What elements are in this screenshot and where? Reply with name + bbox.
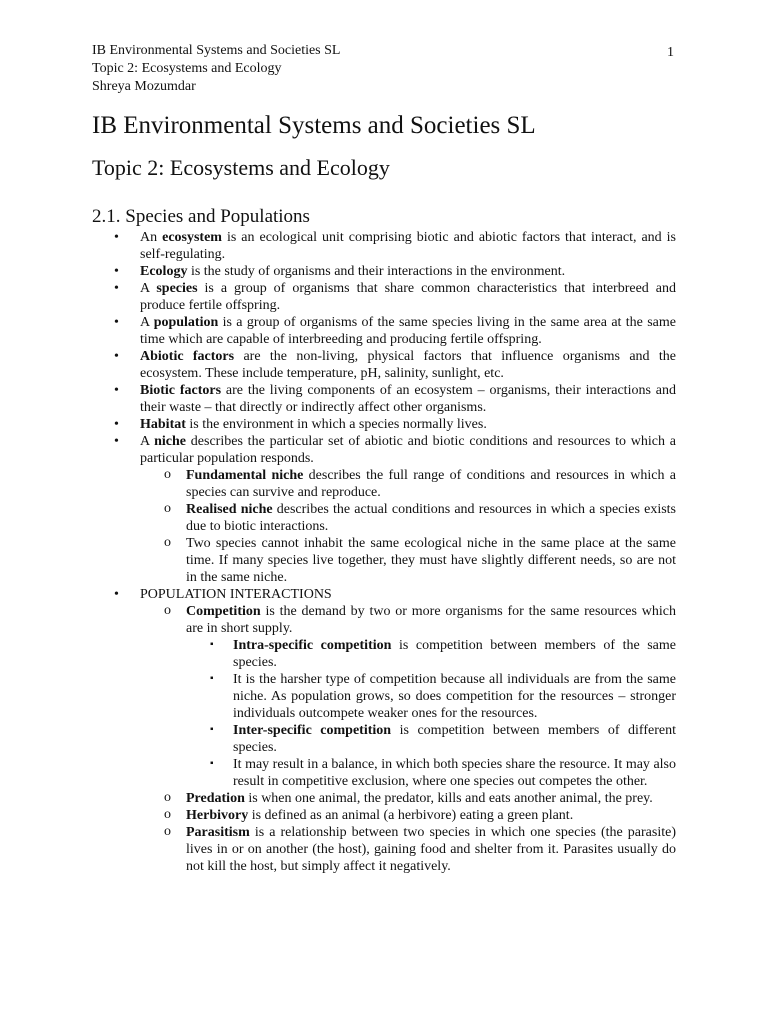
interactions-sublist: [140, 603, 676, 875]
bullet-marker: •: [114, 417, 119, 432]
list-item: • Abiotic factors are the non-living, physical factors that influence organisms and the ecosystem. These include temperature, pH, salinity, sunlight, etc.: [114, 349, 676, 381]
square-marker: ▪: [210, 758, 214, 769]
sublist-item: o Realised niche describes the actual conditions and resources in which a species exists due to biotic interactions.: [164, 501, 676, 534]
bullet-marker: •: [114, 383, 119, 398]
list-item: • A niche describes the particular set of abiotic and biotic conditions and resources to which a particular population responds. o Fundamental niche describes the full range of conditions and resources in which a species can survive and reproduce. o Realised niche describes the actual conditions and resources in which a species exists due to biotic interactions. o Two species cannot inhabit the same ecological niche in the same place at the same time. If many species live together, they must have slightly different needs, so are not in the same niche.: [0, 433, 676, 586]
bullet-marker: •: [114, 587, 119, 602]
bullet-marker: •: [114, 315, 119, 330]
square-marker: ▪: [210, 639, 214, 650]
circle-marker: o: [164, 603, 171, 618]
niche-sublist: [140, 467, 676, 586]
header-course: IB Environmental Systems and Societies SL: [92, 43, 341, 58]
document-title: IB Environmental Systems and Societies SL: [92, 112, 536, 139]
list-item: • Ecology is the study of organisms and their interactions in the environment.: [114, 264, 566, 279]
circle-marker: o: [164, 824, 171, 839]
square-marker: ▪: [210, 724, 214, 735]
section-heading: 2.1. Species and Populations: [92, 206, 310, 227]
square-marker: ▪: [210, 673, 214, 684]
sublist-item: o Competition is the demand by two or more organisms for the same resources which are in short supply. ▪ Intra-specific competition is competition between members of the same species. ▪ It is the harsher type of competition because all individuals are from the same niche. As population grows, so does competition for the resources – stronger individuals outcompete weaker ones for the resources. ▪ Inter-specific competition is competition between members of different species. ▪ It may result in a balance, in which both species share the resource. It may also result in competitive exclusion, where one species out competes the other.: [0, 603, 676, 790]
sublist-item: o Fundamental niche describes the full range of conditions and resources in which a species can survive and reproduce.: [164, 467, 676, 500]
topic-heading: Topic 2: Ecosystems and Ecology: [92, 155, 390, 180]
sublist-item: o Parasitism is a relationship between two species in which one species (the parasite) lives in or on another (the host), gaining food and shelter from it. Parasites usually do not kill the host, but simply affect it negatively.: [164, 824, 676, 874]
sublist-item: o Predation is when one animal, the predator, kills and eats another animal, the prey.: [164, 790, 653, 806]
bullet-marker: •: [114, 349, 119, 364]
bullet-marker: •: [114, 434, 119, 449]
subsublist-item: ▪ It is the harsher type of competition because all individuals are from the same niche. As population grows, so does competition for the resources – stronger individuals outcompete weaker ones for the resources.: [210, 672, 676, 721]
circle-marker: o: [164, 535, 171, 550]
subsublist-item: ▪ Inter-specific competition is competition between members of different species.: [210, 723, 676, 755]
list-item: • Habitat is the environment in which a species normally lives.: [114, 417, 487, 432]
circle-marker: o: [164, 467, 171, 482]
bullet-marker: •: [114, 230, 119, 245]
header-topic: Topic 2: Ecosystems and Ecology: [92, 61, 282, 76]
list-item: • Biotic factors are the living components of an ecosystem – organisms, their interactions and their waste – that directly or indirectly affect other organisms.: [114, 383, 676, 415]
interactions-heading: POPULATION INTERACTIONS: [140, 587, 332, 602]
list-item: • A species is a group of organisms that share common characteristics that interbreed and produce fertile offspring.: [114, 281, 677, 313]
definition-list: [0, 229, 768, 875]
bullet-marker: •: [114, 264, 119, 279]
list-item: • A population is a group of organisms of the same species living in the same area at the same time which are capable of interbreeding and producing fertile offspring.: [114, 315, 676, 347]
subsublist-item: ▪ Intra-specific competition is competition between members of the same species.: [210, 638, 676, 670]
header-author: Shreya Mozumdar: [92, 79, 196, 94]
list-item: • An ecosystem is an ecological unit comprising biotic and abiotic factors that interact, and is self-regulating.: [114, 230, 676, 262]
circle-marker: o: [164, 790, 171, 805]
sublist-item: o Herbivory is defined as an animal (a herbivore) eating a green plant.: [164, 807, 574, 823]
document-body: [0, 229, 768, 875]
subsublist-item: ▪ It may result in a balance, in which both species share the resource. It may also result in competitive exclusion, where one species out competes the other.: [210, 757, 676, 789]
sublist-item: o Two species cannot inhabit the same ecological niche in the same place at the same time. If many species live together, they must have slightly different needs, so are not in the same niche.: [164, 535, 676, 585]
circle-marker: o: [164, 807, 171, 822]
running-header: [92, 42, 340, 96]
competition-sublist: [186, 637, 676, 790]
page-number: 1: [667, 45, 674, 60]
list-item: [0, 586, 676, 875]
bullet-marker: •: [114, 281, 119, 296]
circle-marker: o: [164, 501, 171, 516]
